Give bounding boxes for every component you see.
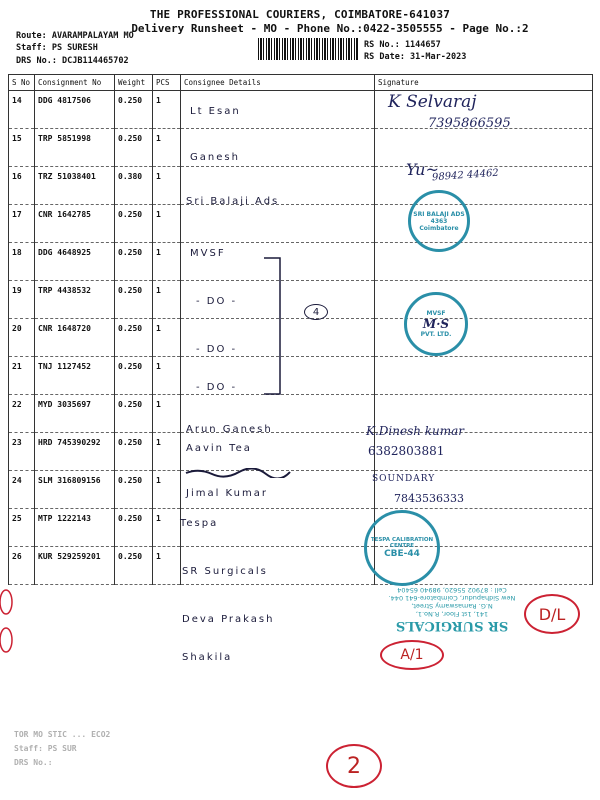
row-weight: 0.380	[115, 167, 153, 205]
row-consignment: KUR 529259201	[35, 547, 115, 585]
signature-row22: SOUNDARY	[372, 474, 436, 484]
consignee-handwritten: SR Surgicals	[182, 566, 268, 577]
row-weight: 0.250	[115, 91, 153, 129]
delivery-table	[8, 74, 593, 585]
faded-bleed-text: DRS No.:	[14, 758, 53, 767]
mvsf-stamp: MVSF M·S PVT. LTD.	[404, 292, 468, 356]
row-weight: 0.250	[115, 395, 153, 433]
col-weight: Weight	[115, 75, 153, 91]
table-row	[9, 205, 593, 243]
route-label: Route: AVARAMPALAYAM MO	[16, 31, 134, 41]
row-consignment: TRZ 51038401	[35, 167, 115, 205]
row-pcs: 1	[153, 471, 181, 509]
row-sno: 19	[9, 281, 35, 319]
row-pcs: 1	[153, 433, 181, 471]
consignee-handwritten: - DO -	[196, 382, 238, 393]
signature-row14: K Selvaraj	[388, 92, 477, 112]
drs-label: DRS No.: DCJB114465702	[16, 56, 129, 66]
strikethrough-scribble	[184, 468, 294, 478]
row-consignment: TRP 4438532	[35, 281, 115, 319]
col-consignment: Consignment No	[35, 75, 115, 91]
col-pcs: PCS	[153, 75, 181, 91]
row-pcs: 1	[153, 167, 181, 205]
table-row	[9, 243, 593, 281]
row-weight: 0.250	[115, 281, 153, 319]
sr-surgicals-stamp: SR SURGICALS 141, 1st Floor, R.No.1, N.G. Ramaswamy Street, New Sidhapudur, Coimbatore-641 044. Cell : 87902 55620, 98940 65404	[388, 586, 516, 633]
table-row	[9, 395, 593, 433]
consignee-handwritten: Shakila	[182, 652, 233, 663]
row-sno: 26	[9, 547, 35, 585]
table-row	[9, 319, 593, 357]
signature-row21-phone: 6382803881	[368, 444, 445, 458]
col-consignee: Consignee Details	[181, 75, 375, 91]
consignee-handwritten: - DO -	[196, 344, 238, 355]
staff-label: Staff: PS SURESH	[16, 43, 98, 53]
consignee-handwritten: Tespa	[180, 518, 219, 529]
barcode	[258, 38, 358, 60]
table-row	[9, 433, 593, 471]
row-pcs: 1	[153, 395, 181, 433]
col-sno: S No	[9, 75, 35, 91]
table-header-row	[9, 75, 593, 91]
col-signature: Signature	[375, 75, 593, 91]
rs-date: RS Date: 31-Mar-2023	[364, 52, 467, 62]
row-pcs: 1	[153, 547, 181, 585]
row-consignment: HRD 745390292	[35, 433, 115, 471]
row-sno: 15	[9, 129, 35, 167]
signature-row16-phone: 98942 44462	[431, 167, 500, 184]
row-pcs: 1	[153, 243, 181, 281]
row-pcs: 1	[153, 205, 181, 243]
group-count-circle: 4	[304, 304, 328, 320]
row-weight: 0.250	[115, 205, 153, 243]
row-pcs: 1	[153, 91, 181, 129]
row-sno: 20	[9, 319, 35, 357]
row-consignment: MYD 3035697	[35, 395, 115, 433]
signature-row14-phone: 7395866595	[428, 116, 511, 131]
row-pcs: 1	[153, 281, 181, 319]
row-consignment: CNR 1642785	[35, 205, 115, 243]
row-consignment: CNR 1648720	[35, 319, 115, 357]
consignee-handwritten: Lt Esan	[190, 106, 241, 117]
table-row	[9, 509, 593, 547]
row-signature-cell	[375, 243, 593, 281]
row-consignment: DDG 4648925	[35, 243, 115, 281]
row-weight: 0.250	[115, 471, 153, 509]
signature-row22-phone: 7843536333	[394, 492, 464, 505]
row-weight: 0.250	[115, 319, 153, 357]
signature-row21: K.Dinesh kumar	[366, 424, 465, 438]
consignee-handwritten: - DO -	[196, 296, 238, 307]
sri-balaji-stamp: SRI BALAJI ADS 4363 Coimbatore	[408, 190, 470, 252]
row-sno: 23	[9, 433, 35, 471]
row-pcs: 1	[153, 509, 181, 547]
company-title: THE PROFESSIONAL COURIERS, COIMBATORE-641037	[149, 8, 451, 21]
row-sno: 25	[9, 509, 35, 547]
consignee-handwritten: Arun Ganesh Aavin Tea	[186, 424, 273, 454]
consignee-handwritten: Sri Balaji Ads	[186, 196, 280, 207]
row-consignment: SLM 316809156	[35, 471, 115, 509]
tespa-stamp: TESPA CALIBRATION CENTRE CBE-44	[364, 510, 440, 586]
row-sno: 14	[9, 91, 35, 129]
row-pcs: 1	[153, 319, 181, 357]
consignee-handwritten: MVSF	[190, 248, 226, 259]
row-consignment: TRP 5851998	[35, 129, 115, 167]
table-row	[9, 167, 593, 205]
signature-row16: Yu~	[406, 160, 439, 179]
table-row	[9, 357, 593, 395]
red-dl-mark: D/L	[524, 594, 580, 634]
rs-number: RS No.: 1144657	[364, 40, 441, 50]
row-sno: 17	[9, 205, 35, 243]
red-a1-mark: A/1	[380, 640, 444, 670]
row-weight: 0.250	[115, 509, 153, 547]
red-page-mark: 2	[326, 744, 382, 788]
row-consignee-cell	[181, 205, 375, 243]
row-sno: 18	[9, 243, 35, 281]
row-weight: 0.250	[115, 129, 153, 167]
row-weight: 0.250	[115, 433, 153, 471]
row-sno: 16	[9, 167, 35, 205]
row-weight: 0.250	[115, 357, 153, 395]
table-row	[9, 547, 593, 585]
row-sno: 24	[9, 471, 35, 509]
row-pcs: 1	[153, 357, 181, 395]
table-row	[9, 281, 593, 319]
row-weight: 0.250	[115, 243, 153, 281]
row-signature-cell	[375, 357, 593, 395]
consignee-handwritten: Jimal Kumar	[186, 488, 268, 499]
row-weight: 0.250	[115, 547, 153, 585]
faded-bleed-text: Staff: PS SUR	[14, 744, 77, 753]
row-pcs: 1	[153, 129, 181, 167]
table-row	[9, 129, 593, 167]
row-sno: 21	[9, 357, 35, 395]
row-consignment: MTP 1222143	[35, 509, 115, 547]
runsheet-subtitle: Delivery Runsheet - MO - Phone No.:0422-3505555 - Page No.:2	[131, 22, 529, 35]
red-margin-marks	[0, 588, 14, 668]
consignee-handwritten: Ganesh	[190, 152, 240, 163]
row-consignment: TNJ 1127452	[35, 357, 115, 395]
table-row	[9, 471, 593, 509]
consignee-handwritten: Deva Prakash	[182, 614, 275, 625]
row-consignment: DDG 4817506	[35, 91, 115, 129]
faded-bleed-text: TOR MO STIC ... ECO2	[14, 730, 111, 739]
row-sno: 22	[9, 395, 35, 433]
group-bracket	[262, 254, 292, 400]
